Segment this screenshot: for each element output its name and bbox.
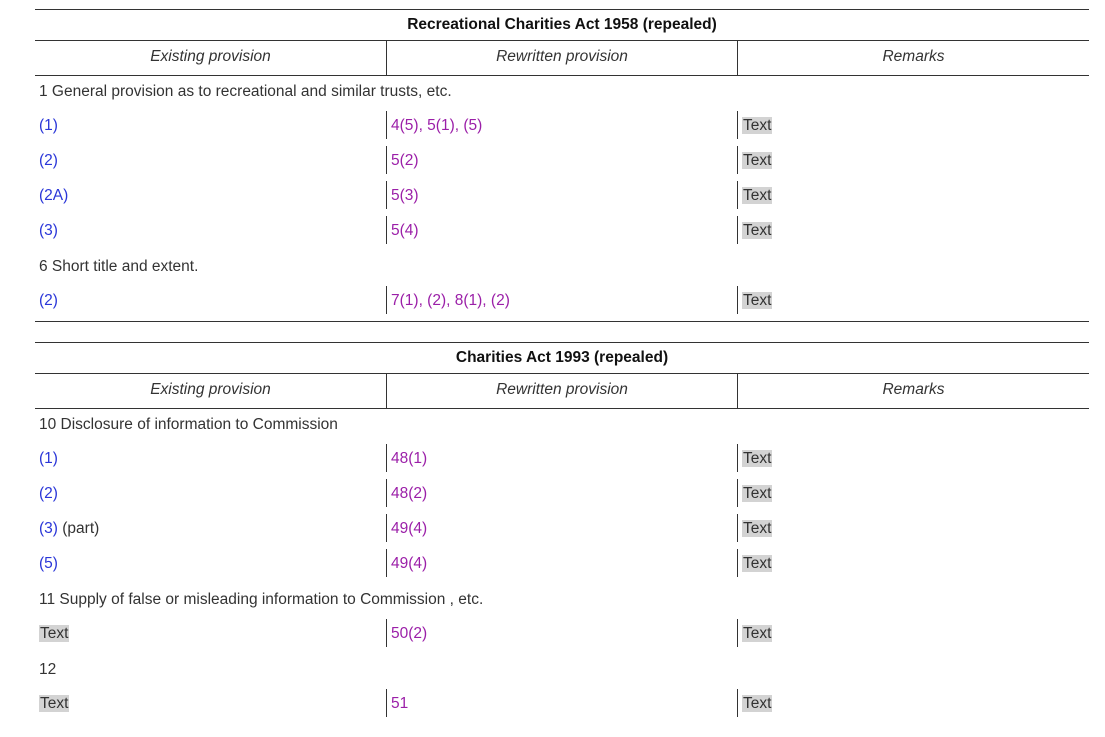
table-row [35, 689, 1089, 724]
rewritten-provision-link[interactable]: 5(2) [391, 152, 419, 169]
rewritten-provision-link[interactable]: 4(5), 5(1), (5) [391, 117, 483, 134]
remarks-text: Text [743, 520, 772, 537]
remarks-text: Text [743, 625, 772, 642]
section-heading: 1 General provision as to recreational and similar trusts, etc. [39, 83, 452, 100]
section-heading: 12 [39, 661, 57, 678]
section-heading: 6 Short title and extent. [39, 258, 199, 275]
header-rewritten-provision: Rewritten provision [386, 41, 737, 75]
content [35, 9, 1089, 724]
table-header [35, 41, 1089, 76]
table-title: Charities Act 1993 (repealed) [35, 343, 1089, 374]
existing-provision-link[interactable]: (1) [39, 450, 58, 467]
rewritten-provision-link[interactable]: 48(2) [391, 485, 428, 502]
rewritten-provision-link[interactable]: 48(1) [391, 450, 428, 467]
table-row [35, 286, 1089, 322]
remarks-text: Text [743, 187, 772, 204]
header-existing-provision: Existing provision [150, 381, 271, 398]
table-row [35, 146, 1089, 181]
table-row [35, 216, 1089, 251]
existing-provision-link[interactable]: (2) [39, 292, 58, 309]
table-row [35, 619, 1089, 654]
table-row [35, 111, 1089, 146]
header-remarks: Remarks [737, 374, 1089, 408]
rewritten-provision-link[interactable]: 50(2) [391, 625, 428, 642]
existing-provision-link[interactable]: (2) [39, 152, 58, 169]
rewritten-provision-link[interactable]: 51 [391, 695, 409, 712]
remarks-text: Text [743, 152, 772, 169]
table-row [35, 514, 1089, 549]
table-row [35, 181, 1089, 216]
remarks-text: Text [743, 485, 772, 502]
table-charities-act-1993 [35, 342, 1089, 724]
rewritten-provision-link[interactable]: 5(3) [391, 187, 419, 204]
header-rewritten-provision: Rewritten provision [386, 374, 737, 408]
remarks-text: Text [743, 222, 772, 239]
existing-provision-link[interactable]: (3) [39, 520, 58, 537]
remarks-text: Text [743, 450, 772, 467]
table-recreational-charities-act [35, 9, 1089, 322]
rewritten-provision-link[interactable]: 49(4) [391, 520, 428, 537]
section-heading: 11 Supply of false or misleading information to Commission , etc. [39, 591, 484, 608]
table-header [35, 374, 1089, 409]
remarks-text: Text [743, 117, 772, 134]
existing-provision-link[interactable]: (2A) [39, 187, 69, 204]
existing-provision-link[interactable]: (2) [39, 485, 58, 502]
remarks-text: Text [743, 555, 772, 572]
header-existing-provision: Existing provision [150, 48, 271, 65]
table-row [35, 479, 1089, 514]
section-heading: 10 Disclosure of information to Commission [39, 416, 338, 433]
existing-provision-link[interactable]: (5) [39, 555, 58, 572]
existing-provision-text: Text [40, 695, 69, 712]
existing-provision-note: (part) [57, 520, 100, 537]
rewritten-provision-link[interactable]: 7(1), (2), 8(1), (2) [391, 292, 510, 309]
header-remarks: Remarks [737, 41, 1089, 75]
table-row [35, 549, 1089, 584]
existing-provision-link[interactable]: (1) [39, 117, 58, 134]
rewritten-provision-link[interactable]: 5(4) [391, 222, 419, 239]
remarks-text: Text [743, 695, 772, 712]
remarks-text: Text [743, 292, 772, 309]
existing-provision-link[interactable]: (3) [39, 222, 58, 239]
table-row [35, 444, 1089, 479]
table-title: Recreational Charities Act 1958 (repealed) [35, 10, 1089, 41]
rewritten-provision-link[interactable]: 49(4) [391, 555, 428, 572]
existing-provision-text: Text [40, 625, 69, 642]
